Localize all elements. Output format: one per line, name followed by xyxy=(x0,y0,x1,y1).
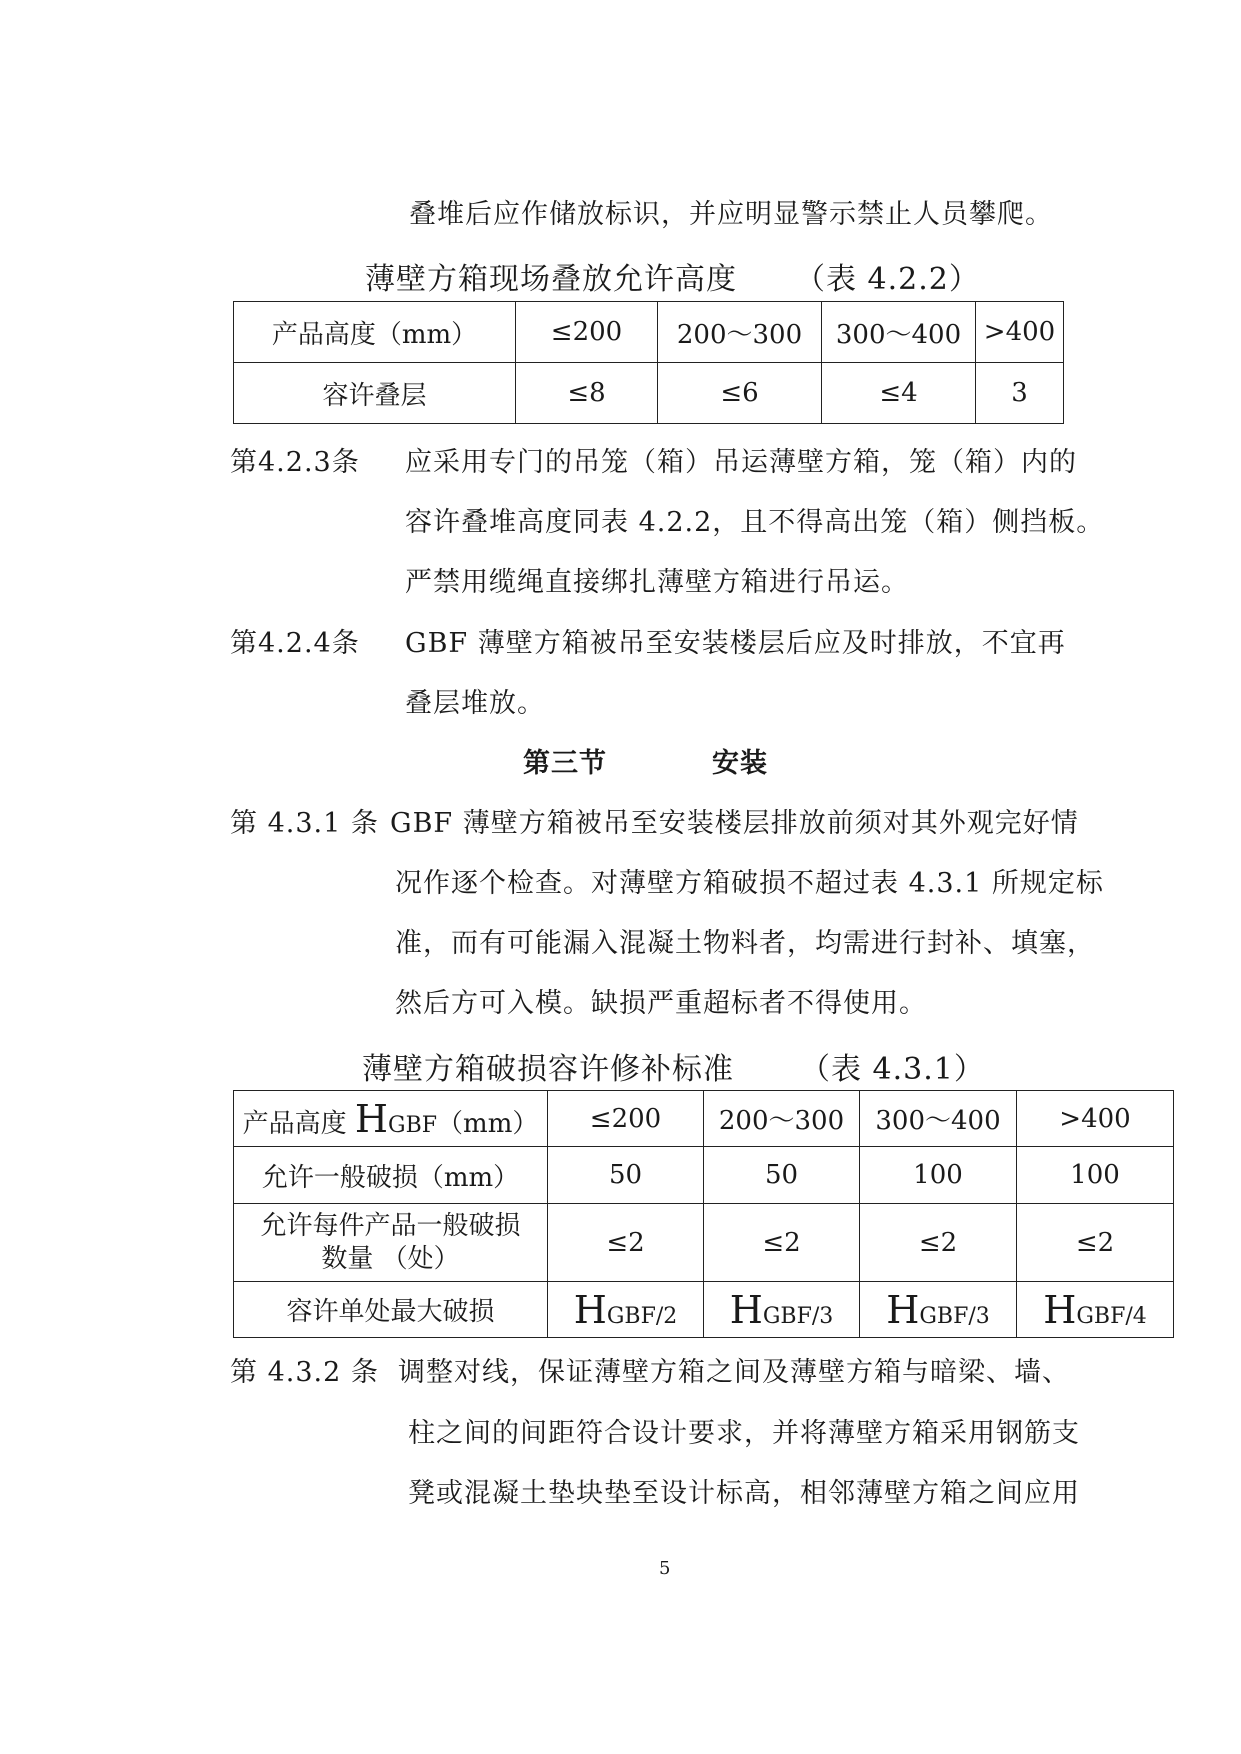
table-cell: ≤2 xyxy=(860,1204,1017,1282)
h-ratio: GBF/3 xyxy=(762,1303,834,1329)
intro-line: 叠堆后应作储放标识，并应明显警示禁止人员攀爬。 xyxy=(409,199,1053,230)
table-cell: 200～300 xyxy=(658,302,822,363)
table-cell: 200～300 xyxy=(704,1091,860,1147)
table-cell: 容许叠层 xyxy=(234,363,516,424)
clause-4-3-2-line-2: 柱之间的间距符合设计要求，并将薄壁方箱采用钢筋支 xyxy=(408,1418,1080,1449)
table-cell xyxy=(860,1282,1017,1338)
table-cell: ≤200 xyxy=(516,302,658,363)
clause-4-3-1-line-2: 况作逐个检查。对薄壁方箱破损不超过表 4.3.1 所规定标 xyxy=(395,868,1104,899)
clause-4-3-2-line-1: 调整对线，保证薄壁方箱之间及薄壁方箱与暗梁、墙、 xyxy=(398,1357,1070,1388)
table-row xyxy=(234,1147,1174,1204)
table-cell: 300～400 xyxy=(860,1091,1017,1147)
clause-4-2-4-line-1: GBF 薄壁方箱被吊至安装楼层后应及时排放，不宜再 xyxy=(405,628,1066,659)
table-cell: ≤200 xyxy=(548,1091,704,1147)
clause-4-2-3-line-2: 容许叠堆高度同表 4.2.2，且不得高出笼（箱）侧挡板。 xyxy=(405,507,1105,538)
table1-ref: （表 4.2.2） xyxy=(795,262,980,297)
row-label-line-2: 数量 （处） xyxy=(321,1243,460,1274)
table-cell: 300～400 xyxy=(822,302,976,363)
table-cell xyxy=(1017,1282,1174,1338)
table-cell: ≤4 xyxy=(822,363,976,424)
h-symbol: H xyxy=(886,1287,920,1332)
table-cell: 产品高度（mm） xyxy=(234,302,516,363)
clause-4-3-2-label: 第 4.3.2 条 xyxy=(230,1357,379,1388)
clause-4-2-3-label: 第4.2.3条 xyxy=(230,447,360,478)
table-cell: >400 xyxy=(976,302,1064,363)
table-cell: 100 xyxy=(1017,1147,1174,1204)
clause-4-2-3-line-1: 应采用专门的吊笼（箱）吊运薄壁方箱，笼（箱）内的 xyxy=(405,447,1077,478)
table-cell: 50 xyxy=(704,1147,860,1204)
table-row xyxy=(234,302,1064,363)
table-row xyxy=(234,1282,1174,1338)
table-cell: 容许单处最大破损 xyxy=(234,1282,548,1338)
table-row xyxy=(234,363,1064,424)
row-label-line-1: 允许每件产品一般破损 xyxy=(260,1210,521,1241)
h-symbol: H xyxy=(1043,1287,1077,1332)
clause-4-3-1-label: 第 4.3.1 条 xyxy=(230,808,379,839)
table-cell: ≤6 xyxy=(658,363,822,424)
table-cell: ≤2 xyxy=(704,1204,860,1282)
table-cell: >400 xyxy=(1017,1091,1174,1147)
table-row xyxy=(234,1091,1174,1147)
stacking-height-table xyxy=(233,301,1064,424)
table2-title: 薄壁方箱破损容许修补标准 xyxy=(362,1052,734,1087)
table-cell: ≤2 xyxy=(548,1204,704,1282)
clause-4-3-1-line-4: 然后方可入模。缺损严重超标者不得使用。 xyxy=(395,988,927,1019)
table-cell xyxy=(548,1282,704,1338)
table1-title: 薄壁方箱现场叠放允许高度 xyxy=(365,262,737,297)
table-cell: ≤8 xyxy=(516,363,658,424)
table-row xyxy=(234,1204,1174,1282)
table-cell xyxy=(234,1204,548,1282)
clause-4-3-1-line-1: GBF 薄壁方箱被吊至安装楼层排放前须对其外观完好情 xyxy=(390,808,1079,839)
page-number: 5 xyxy=(659,1558,671,1579)
table-cell xyxy=(704,1282,860,1338)
table-cell: 允许一般破损（mm） xyxy=(234,1147,548,1204)
clause-4-2-4-label: 第4.2.4条 xyxy=(230,628,360,659)
table-cell: 50 xyxy=(548,1147,704,1204)
h-ratio: GBF/3 xyxy=(919,1303,990,1329)
table-cell: ≤2 xyxy=(1017,1204,1174,1282)
clause-4-3-2-line-3: 凳或混凝土垫块垫至设计标高，相邻薄壁方箱之间应用 xyxy=(408,1478,1080,1509)
clause-4-3-1-line-3: 准，而有可能漏入混凝土物料者，均需进行封补、填塞， xyxy=(395,928,1095,959)
clause-4-2-3-line-3: 严禁用缆绳直接绑扎薄壁方箱进行吊运。 xyxy=(405,567,909,598)
section-name: 安装 xyxy=(712,748,768,779)
clause-4-2-4-line-2: 叠层堆放。 xyxy=(405,688,545,719)
table-cell: 100 xyxy=(860,1147,1017,1204)
h-ratio: GBF/4 xyxy=(1076,1303,1147,1329)
header-unit: （mm） xyxy=(437,1108,539,1139)
table-cell xyxy=(234,1091,548,1147)
damage-repair-table xyxy=(233,1090,1174,1338)
h-ratio: GBF/2 xyxy=(606,1303,678,1329)
section-number: 第三节 xyxy=(523,748,607,779)
header-label-prefix: 产品高度 xyxy=(242,1108,355,1139)
table-cell: 3 xyxy=(976,363,1064,424)
h-symbol: H xyxy=(573,1287,607,1332)
h-subscript: GBF xyxy=(388,1112,438,1138)
h-symbol: H xyxy=(729,1287,763,1332)
h-symbol: H xyxy=(354,1096,389,1141)
table2-ref: （表 4.3.1） xyxy=(800,1052,985,1087)
